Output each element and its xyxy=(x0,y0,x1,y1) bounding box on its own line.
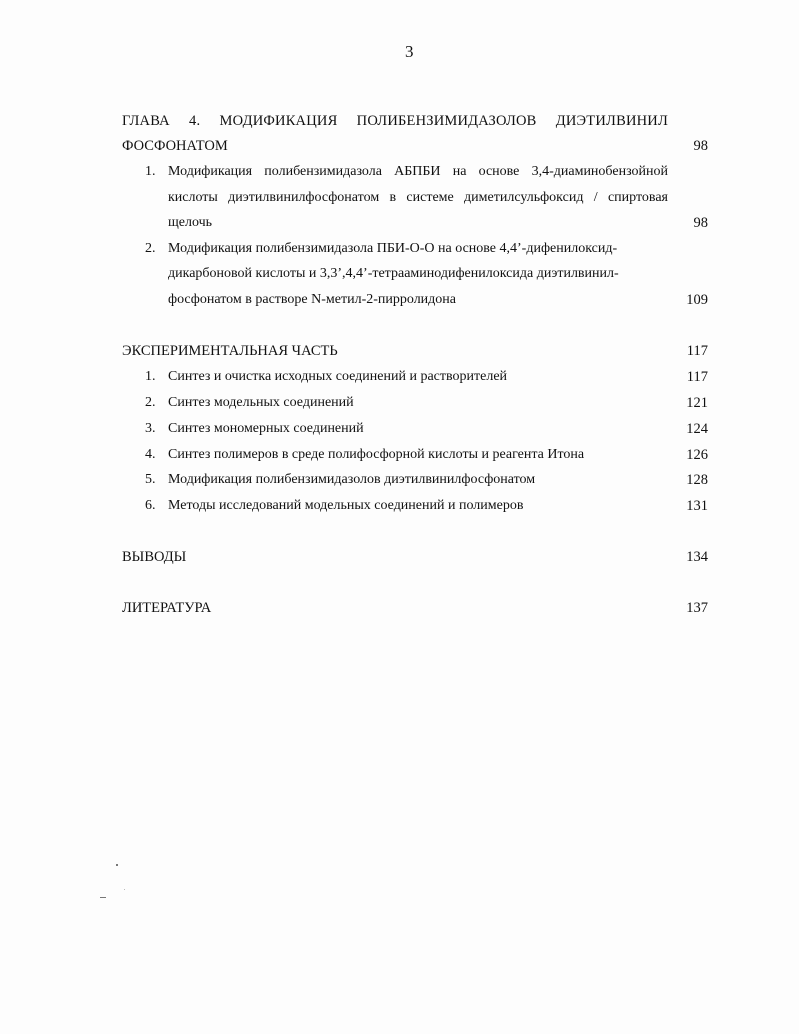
experimental-item-5-number: 5. xyxy=(145,472,156,487)
experimental-title: ЭКСПЕРИМЕНТАЛЬНАЯ ЧАСТЬ xyxy=(122,343,338,359)
chapter-4-item-1-line1: Модификация полибензимидазола АБПБИ на основе 3,4-диаминобензойной xyxy=(168,164,668,179)
experimental-item-2-text: Синтез модельных соединений xyxy=(168,395,354,410)
scan-speck xyxy=(124,889,125,890)
experimental-item-1-text: Синтез и очистка исходных соединений и растворителей xyxy=(168,369,508,384)
chapter-4-title-line2: ФОСФОНАТОМ xyxy=(122,138,228,154)
chapter-4-title-line1: ГЛАВА 4. МОДИФИКАЦИЯ ПОЛИБЕНЗИМИДАЗОЛОВ ДИЭТИЛВИНИЛ xyxy=(122,113,668,129)
experimental-item-1-number: 1. xyxy=(145,369,156,384)
experimental-item-6-number: 6. xyxy=(145,498,156,513)
chapter-4-item-1-line2: кислоты диэтилвинилфосфонатом в системе диметилсульфоксид / спиртовая xyxy=(168,190,668,205)
chapter-4-item-2-page: 109 xyxy=(686,292,708,308)
experimental-item-3-text: Синтез мономерных соединений xyxy=(168,421,364,436)
experimental-page: 117 xyxy=(686,343,708,359)
chapter-4-item-1-number: 1. xyxy=(145,164,156,179)
experimental-item-3-page: 124 xyxy=(686,421,708,437)
experimental-item-2-number: 2. xyxy=(145,395,156,410)
chapter-4-item-1-line3: щелочь xyxy=(168,215,213,230)
experimental-item-6-page: 131 xyxy=(686,498,708,514)
literature-title: ЛИТЕРАТУРА xyxy=(122,600,212,616)
experimental-item-4-text: Синтез полимеров в среде полифосфорной кислоты и реагента Итона xyxy=(168,447,585,462)
chapter-4-item-2-line3: фосфонатом в растворе N-метил-2-пирролидона xyxy=(168,292,457,307)
scan-speck xyxy=(116,864,118,866)
experimental-item-2-page: 121 xyxy=(686,395,708,411)
chapter-4-item-1-page: 98 xyxy=(693,215,708,231)
scan-speck xyxy=(100,897,106,898)
experimental-item-3-number: 3. xyxy=(145,421,156,436)
experimental-item-6-text: Методы исследований модельных соединений и полимеров xyxy=(168,498,524,513)
chapter-4-item-2-line2: дикарбоновой кислоты и 3,3’,4,4’-тетрааминодифенилоксида диэтилвинил- xyxy=(168,266,619,281)
chapter-4-page: 98 xyxy=(693,138,708,154)
literature-page: 137 xyxy=(686,600,708,616)
conclusions-title: ВЫВОДЫ xyxy=(122,549,187,565)
experimental-item-1-page: 117 xyxy=(686,369,708,385)
chapter-4-item-2-line1: Модификация полибензимидазола ПБИ-О-О на основе 4,4’-дифенилоксид- xyxy=(168,241,618,256)
experimental-item-4-page: 126 xyxy=(686,447,708,463)
experimental-item-5-text: Модификация полибензимидазолов диэтилвинилфосфонатом xyxy=(168,472,536,487)
experimental-item-5-page: 128 xyxy=(686,472,708,488)
page-number: 3 xyxy=(405,42,414,61)
chapter-4-item-2-number: 2. xyxy=(145,241,156,256)
conclusions-page: 134 xyxy=(686,549,708,565)
experimental-item-4-number: 4. xyxy=(145,447,156,462)
